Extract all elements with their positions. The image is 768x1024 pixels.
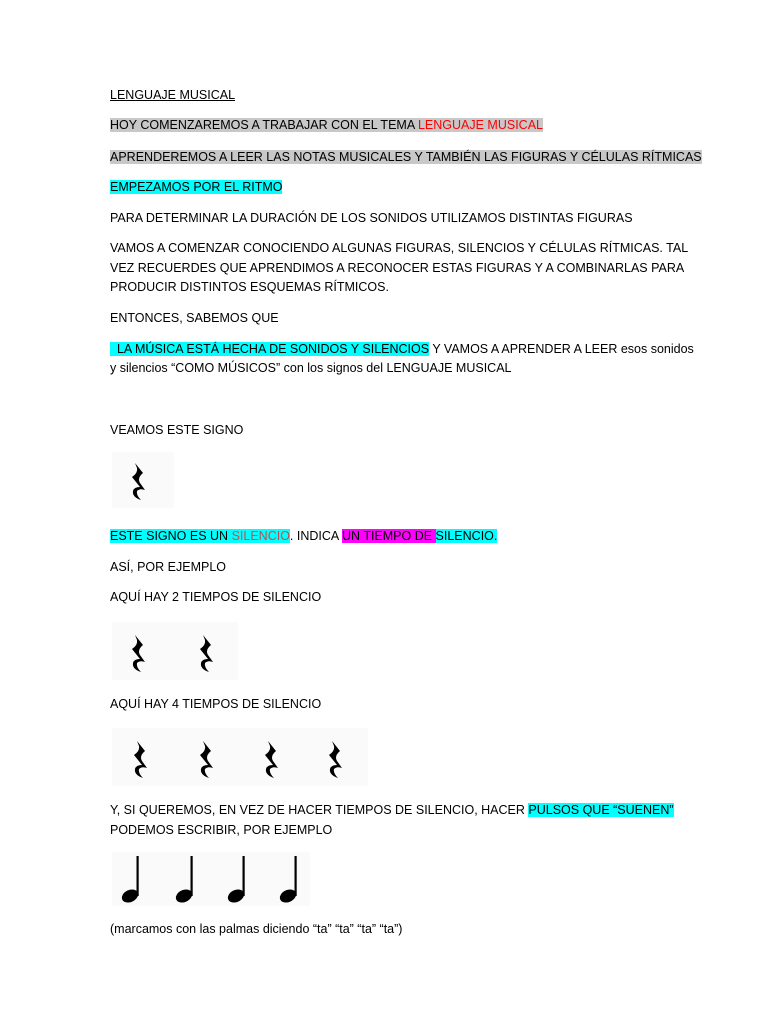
- intro-text-a-label: HOY COMENZAREMOS A TRABAJAR CON EL TEMA: [110, 118, 418, 132]
- pulses-text-a: Y, SI QUEREMOS, EN VEZ DE HACER TIEMPOS DE SILENCIO, HACER: [110, 803, 529, 817]
- quarter-rest-icon: [196, 740, 220, 782]
- paragraph-line-1: VAMOS A COMENZAR CONOCIENDO ALGUNAS FIGURAS, SILENCIOS Y CÉLULAS RÍTMICAS. TAL: [110, 241, 689, 255]
- music-highlight: LA MÚSICA ESTÁ HECHA DE SONIDOS Y SILENCIOS: [110, 342, 430, 356]
- clapping-line: (marcamos con las palmas diciendo “ta” “ta” “ta” “ta”): [110, 922, 403, 936]
- pulses-line-2: PODEMOS ESCRIBIR, POR EJEMPLO: [110, 823, 333, 837]
- silence-line: [110, 526, 497, 546]
- quarter-rest-icon: [130, 740, 154, 782]
- quarter-rest-icon: [196, 634, 220, 676]
- learn-text: APRENDEREMOS A LEER LAS NOTAS MUSICALES Y TAMBIÉN LAS FIGURAS Y CÉLULAS RÍTMICAS: [110, 150, 702, 164]
- intro-topic: LENGUAJE MUSICAL: [417, 118, 543, 132]
- document-title: LENGUAJE MUSICAL: [110, 88, 236, 102]
- learn-line: [110, 147, 702, 167]
- paragraph-line-3: PRODUCIR DISTINTOS ESQUEMAS RÍTMICOS.: [110, 280, 389, 294]
- rhythm-line: [110, 177, 282, 197]
- pulses-line: [110, 800, 674, 820]
- rhythm-text: EMPEZAMOS POR EL RITMO: [110, 180, 283, 194]
- entonces-line: ENTONCES, SABEMOS QUE: [110, 311, 279, 325]
- quarter-rest-icon: [128, 462, 152, 504]
- music-line: [110, 339, 694, 359]
- veamos-line: VEAMOS ESTE SIGNO: [110, 423, 244, 437]
- quarter-rest-icon: [325, 740, 349, 782]
- quarter-note-icon: [224, 854, 256, 904]
- one-beat-text: UN TIEMPO DE: [342, 529, 436, 543]
- quarter-rest-icon: [128, 634, 152, 676]
- two-rests-label: AQUÍ HAY 2 TIEMPOS DE SILENCIO: [110, 590, 322, 604]
- pulses-highlight: PULSOS QUE “SUENEN”: [528, 803, 674, 817]
- paragraph-line-2: VEZ RECUERDES QUE APRENDIMOS A RECONOCER ESTAS FIGURAS Y A COMBINARLAS PARA: [110, 261, 685, 275]
- duration-line: PARA DETERMINAR LA DURACIÓN DE LOS SONIDOS UTILIZAMOS DISTINTAS FIGURAS: [110, 211, 633, 225]
- music-rest-text: Y VAMOS A APRENDER A LEER esos sonidos: [429, 342, 694, 356]
- four-rests-label: AQUÍ HAY 4 TIEMPOS DE SILENCIO: [110, 697, 322, 711]
- intro-line: [110, 115, 543, 135]
- intro-text-a: [110, 118, 543, 132]
- quarter-rest-icon: [261, 740, 285, 782]
- music-line-2: y silencios “COMO MÚSICOS” con los signos del LENGUAJE MUSICAL: [110, 361, 512, 375]
- silence-text-e: SILENCIO.: [435, 529, 498, 543]
- example-line: ASÍ, POR EJEMPLO: [110, 560, 227, 574]
- silence-word: SILENCIO: [231, 529, 290, 543]
- quarter-note-icon: [172, 854, 204, 904]
- silence-text-a: ESTE SIGNO ES UN: [110, 529, 232, 543]
- silence-text-c: . INDICA: [289, 529, 343, 543]
- quarter-note-icon: [118, 854, 150, 904]
- quarter-note-icon: [276, 854, 308, 904]
